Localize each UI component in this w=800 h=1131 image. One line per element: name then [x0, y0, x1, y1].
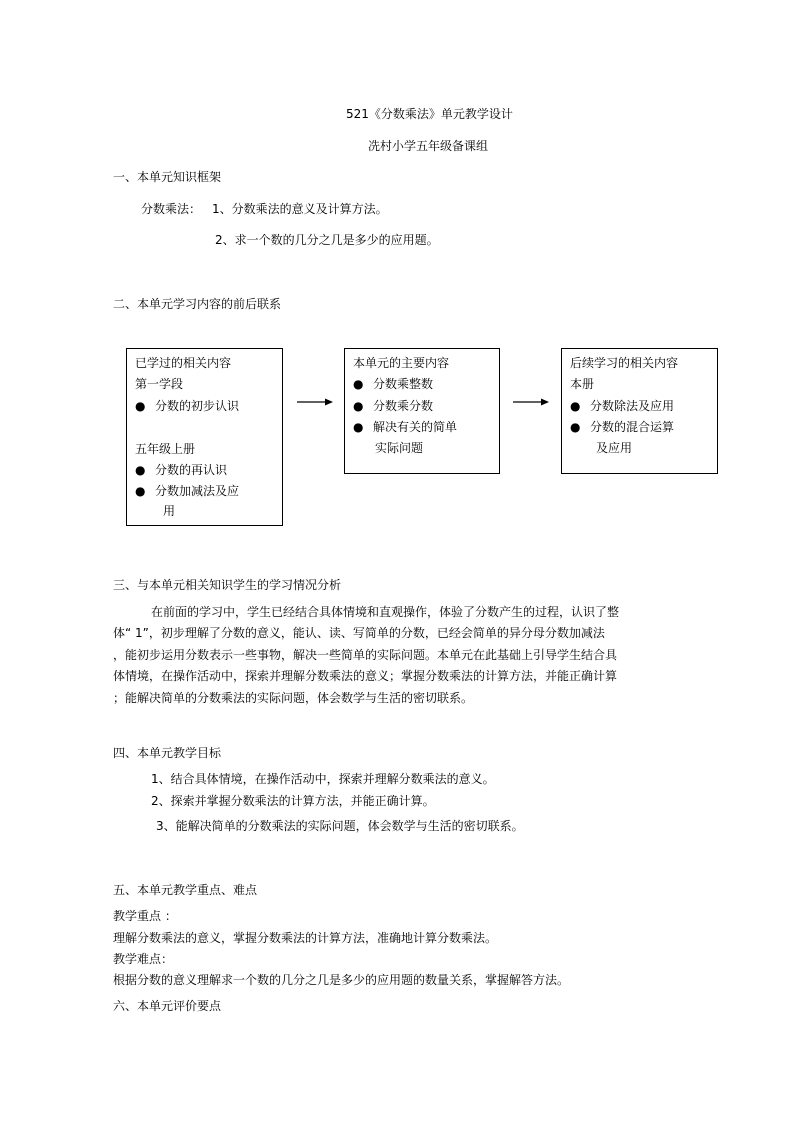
list-item-continuation: 用 — [163, 504, 176, 518]
list-item: ● 解决有关的简单 — [353, 420, 458, 434]
goal-item-2: 2、探索并掌握分数乘法的计算方法，并能正确计算。 — [151, 794, 435, 808]
box-title: 本单元的主要内容 — [353, 356, 450, 370]
follow-up-box — [561, 348, 718, 474]
bullet-icon: ● — [353, 399, 364, 413]
difficulty-text: 根据分数的意义理解求一个数的几分之几是多少的应用题的数量关系，掌握解答方法。 — [113, 973, 570, 987]
section-heading-1: 一、本单元知识框架 — [113, 170, 222, 184]
list-item: ● 分数加减法及应 — [135, 484, 240, 498]
list-item: ● 分数的再认识 — [135, 463, 228, 477]
list-item: ● 分数除法及应用 — [570, 399, 675, 413]
unit-content-box — [344, 348, 500, 474]
paragraph-line: 体“ 1”，初步理解了分数的意义，能认、读、写简单的分数，已经会简单的异分母分数加减法 — [113, 626, 605, 641]
goal-item-1: 1、结合具体情境，在操作活动中，探索并理解分数乘法的意义。 — [151, 772, 495, 786]
arrow-right-icon — [297, 396, 333, 408]
framework-label: 分数乘法： — [141, 202, 202, 216]
list-item: ● 分数的初步认识 — [135, 399, 240, 413]
bullet-icon: ● — [353, 377, 364, 391]
key-points-label: 教学重点 ： — [113, 909, 177, 923]
list-item: ● 分数的混合运算 — [570, 420, 675, 434]
arrow-right-icon — [513, 396, 549, 408]
paragraph-line: ；能解决简单的分数乘法的实际问题，体会数学与生活的密切联系。 — [113, 690, 474, 705]
box-subheading: 五年级上册 — [135, 442, 196, 456]
section-heading-2: 二、本单元学习内容的前后联系 — [113, 297, 282, 311]
section-heading-5: 五、本单元教学重点、难点 — [113, 883, 258, 897]
box-subheading: 本册 — [570, 377, 595, 391]
list-item: ● 分数乘整数 — [353, 377, 434, 391]
box-subheading: 第一学段 — [135, 377, 184, 391]
key-points-text: 理解分数乘法的意义，掌握分数乘法的计算方法，准确地计算分数乘法。 — [113, 931, 498, 945]
prior-knowledge-box — [126, 348, 283, 526]
framework-item-1: 1、分数乘法的意义及计算方法。 — [212, 202, 388, 216]
author-line: 冼村小学五年级备课组 — [368, 139, 489, 153]
list-item-continuation: 实际问题 — [375, 441, 424, 455]
analysis-paragraph — [113, 602, 679, 709]
paragraph-line: 体情境，在操作活动中，探索并理解分数乘法的意义；掌握分数乘法的计算方法，并能正确计算 — [113, 669, 618, 684]
box-title: 后续学习的相关内容 — [570, 356, 679, 370]
bullet-icon: ● — [570, 399, 581, 413]
bullet-icon: ● — [135, 399, 146, 413]
framework-item-2: 2、求一个数的几分之几是多少的应用题。 — [215, 233, 439, 247]
goal-item-3: 3、能解决简单的分数乘法的实际问题，体会数学与生活的密切联系。 — [156, 819, 524, 833]
paragraph-line: ，能初步运用分数表示一些事物，解决一些简单的实际问题。本单元在此基础上引导学生结合具 — [113, 647, 618, 662]
paragraph-line: 在前面的学习中，学生已经结合具体情境和直观操作，体验了分数产生的过程，认识了整 — [151, 605, 620, 619]
section-heading-3: 三、与本单元相关知识学生的学习情况分析 — [113, 578, 342, 592]
list-item-continuation: 及应用 — [596, 441, 633, 455]
section-heading-6: 六、本单元评价要点 — [113, 999, 222, 1013]
difficulty-label: 教学难点： — [113, 952, 174, 966]
bullet-icon: ● — [570, 420, 581, 434]
section-heading-4: 四、本单元教学目标 — [113, 746, 222, 760]
list-item: ● 分数乘分数 — [353, 399, 434, 413]
bullet-icon: ● — [353, 420, 364, 434]
bullet-icon: ● — [135, 484, 146, 498]
page-title: 521《分数乘法》单元教学设计 — [346, 107, 513, 121]
bullet-icon: ● — [135, 463, 146, 477]
box-title: 已学过的相关内容 — [135, 356, 232, 370]
